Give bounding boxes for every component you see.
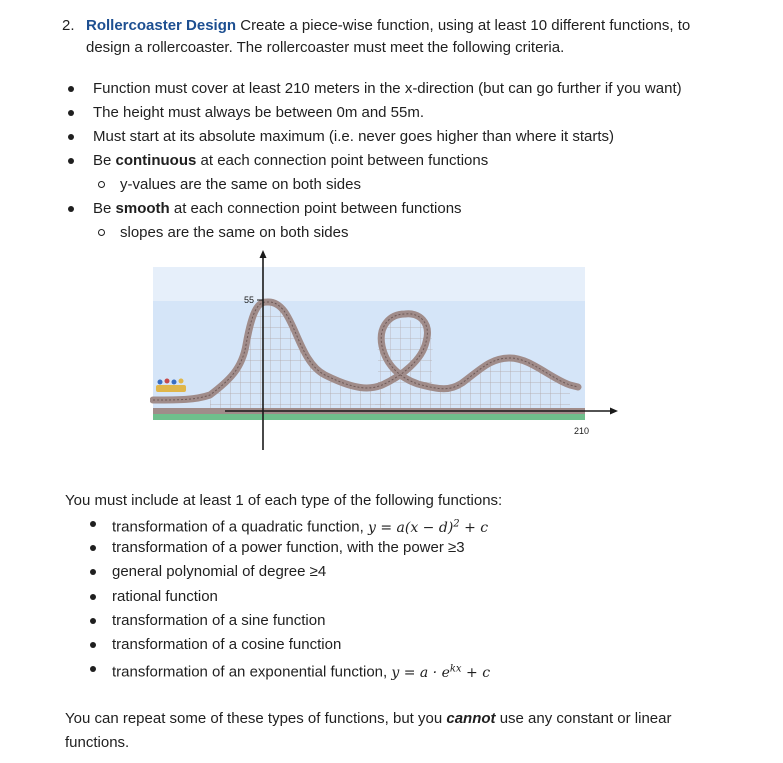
criteria-text: Function must cover at least 210 meters in the x-direction (but can go further if you want)	[93, 80, 682, 97]
question-number: 2.	[62, 17, 75, 34]
closing-note	[65, 707, 745, 755]
closing-line-1	[65, 707, 745, 731]
closing-line-2: functions.	[65, 734, 130, 751]
bullet-icon	[90, 594, 96, 600]
bullet-icon	[68, 110, 74, 116]
bullet-icon	[90, 569, 96, 575]
bullet-icon	[68, 206, 74, 212]
function-type-text	[112, 658, 490, 684]
criteria-item	[62, 78, 762, 102]
rollercoaster-figure	[150, 250, 630, 460]
circle-bullet-icon	[98, 229, 105, 236]
function-type-text: rational function	[112, 587, 218, 605]
criteria-emphasis: continuous	[115, 152, 197, 169]
criteria-text	[93, 198, 462, 220]
function-type-text: transformation of a cosine function	[112, 635, 342, 653]
bullet-icon	[90, 666, 96, 672]
function-type-text: transformation of a sine function	[112, 611, 326, 629]
criteria-text-post: at each connection point between functions	[196, 152, 489, 169]
criteria-emphasis: smooth	[115, 200, 170, 217]
criteria-item	[62, 102, 762, 126]
question-text-1: Create a piece-wise function, using at least 10 different functions, to	[240, 17, 691, 34]
criteria-text-pre: Be	[93, 152, 116, 169]
criteria-item	[62, 150, 762, 174]
criteria-text	[93, 150, 488, 172]
criteria-subitem	[62, 222, 762, 246]
function-type-label: transformation of an exponential function,	[112, 663, 392, 681]
exponential-formula	[391, 665, 490, 681]
criteria-list	[62, 78, 762, 246]
rollercoaster-illustration	[150, 250, 630, 460]
closing-text-post: use any constant or linear	[495, 710, 672, 727]
quadratic-formula	[368, 520, 488, 536]
bullet-icon	[68, 158, 74, 164]
function-type-label: transformation of a quadratic function,	[112, 518, 368, 536]
criteria-text-pre: Be	[93, 200, 116, 217]
question-line-2: design a rollercoaster. The rollercoaster must meet the following criteria.	[86, 39, 565, 56]
grass-strip	[153, 414, 585, 420]
formula-exponent: kx	[449, 663, 462, 675]
bullet-icon	[90, 521, 96, 527]
functions-intro: You must include at least 1 of each type of the following functions:	[65, 492, 503, 509]
criteria-text: The height must always be between 0m and 55m.	[93, 104, 425, 121]
x-axis-arrow-icon	[610, 408, 618, 415]
formula-base: y = a · e	[391, 664, 450, 681]
closing-text-pre: You can repeat some of these types of functions, but you	[65, 710, 447, 727]
function-type-text	[112, 513, 488, 539]
criteria-text: Must start at its absolute maximum (i.e. never goes higher than where it starts)	[93, 128, 615, 145]
y-axis-arrow-icon	[260, 250, 267, 258]
criteria-subitem	[62, 174, 762, 198]
function-type-text: transformation of a power function, with the power ≥3	[112, 539, 465, 557]
formula-tail: + c	[459, 519, 489, 536]
formula-tail: + c	[461, 664, 491, 681]
bullet-icon	[68, 134, 74, 140]
criteria-subtext: slopes are the same on both sides	[120, 224, 349, 241]
function-type-text: general polynomial of degree ≥4	[112, 563, 327, 581]
criteria-item	[62, 126, 762, 150]
bullet-icon	[90, 642, 96, 648]
criteria-text-post: at each connection point between functions	[169, 200, 462, 217]
circle-bullet-icon	[98, 181, 105, 188]
criteria-subtext: y-values are the same on both sides	[120, 176, 361, 193]
sky-band	[153, 267, 585, 301]
y-axis-label: 55	[244, 295, 255, 305]
formula-base: y = a(x − d)	[367, 519, 454, 536]
question-title: Rollercoaster Design	[86, 17, 237, 34]
question-line-1	[62, 15, 762, 37]
bullet-icon	[68, 86, 74, 92]
criteria-item	[62, 198, 762, 222]
x-axis-label: 210	[574, 426, 590, 436]
bullet-icon	[90, 618, 96, 624]
bullet-icon	[90, 545, 96, 551]
formula-exponent: 2	[453, 518, 460, 529]
question-heading	[62, 15, 762, 59]
closing-emphasis: cannot	[446, 710, 496, 727]
